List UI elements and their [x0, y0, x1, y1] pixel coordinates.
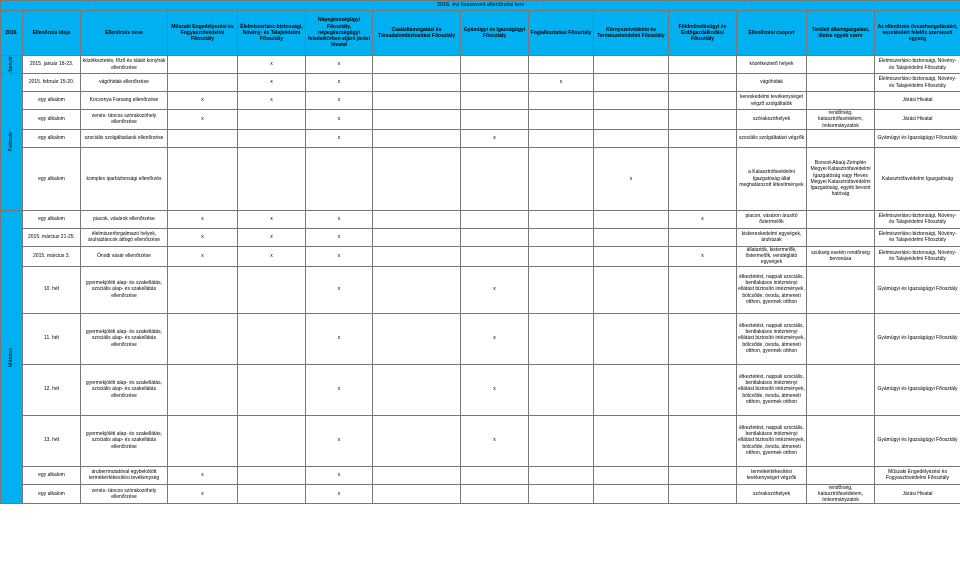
cell-mark	[529, 313, 594, 364]
cell-group: vágóhidak	[737, 74, 807, 92]
cell-mark	[461, 466, 529, 484]
cell-name: gyermekjóléti alap- és szakellátás, szociális alap- és szakellátás ellenőrzése	[81, 415, 168, 466]
cell-mark: x	[168, 484, 238, 504]
cell-mark: x	[306, 56, 373, 74]
cell-mark	[168, 129, 238, 147]
cell-mark	[669, 74, 737, 92]
cell-lead: Gyámügyi és Igazságügyi Főosztály	[875, 364, 960, 415]
header-h3: Népegészségügyi Főosztály, népegészségügyi feladatkörben eljáró járási hivatal	[306, 11, 373, 56]
cell-mark	[594, 246, 669, 266]
cell-mark	[669, 364, 737, 415]
cell-mark	[461, 484, 529, 504]
cell-mark	[594, 466, 669, 484]
cell-mark	[529, 228, 594, 246]
cell-name: piacok, vásárok ellenőrzése	[81, 210, 168, 228]
cell-lead: Élelmiszerlánc-biztonsági, Növény- és Talajvédelmi Főosztály	[875, 228, 960, 246]
cell-mark: x	[306, 364, 373, 415]
cell-mark	[669, 129, 737, 147]
cell-time: 10. hét	[23, 266, 81, 313]
cell-group: étkeztetést, nappali szociális, bentlakásos intézményi ellátást biztosító intézmények, bölcsőde, óvoda, átmeneti otthon, gyermek otthon	[737, 364, 807, 415]
cell-name: zenés- táncos szórakozóhely ellenőrzése	[81, 484, 168, 504]
cell-mark	[373, 266, 461, 313]
cell-mark	[529, 364, 594, 415]
cell-mark	[238, 415, 306, 466]
cell-time: 12. hét	[23, 364, 81, 415]
cell-mark	[168, 364, 238, 415]
header-h8: Földművelésügyi és Erdőgazdálkodási Főosztály	[669, 11, 737, 56]
cell-lead: Gyámügyi és Igazságügyi Főosztály	[875, 415, 960, 466]
cell-mark: x	[168, 466, 238, 484]
header-h1: Műszaki Engedélyezési és Fogyasztóvédelmi Főosztály	[168, 11, 238, 56]
cell-mark: x	[168, 110, 238, 130]
cell-mark	[373, 56, 461, 74]
plan-title: 2016. évi összevont ellenőrzési terv	[1, 1, 960, 11]
cell-mark: x	[461, 313, 529, 364]
table-row	[1, 364, 960, 415]
cell-mark	[373, 110, 461, 130]
cell-mark	[594, 129, 669, 147]
cell-mark	[373, 228, 461, 246]
cell-group: a Katasztrófavédelmi Igazgatóság által meghatározott létesítmények	[737, 147, 807, 210]
cell-area	[807, 364, 875, 415]
cell-mark	[373, 364, 461, 415]
cell-lead: Járási Hivatal	[875, 92, 960, 110]
header-time: Ellenőrzés ideje	[23, 11, 81, 56]
cell-mark	[238, 266, 306, 313]
table-row	[1, 92, 960, 110]
cell-time: egy alkalom	[23, 484, 81, 504]
header-name: Ellenőrzés neve	[81, 11, 168, 56]
cell-mark	[594, 110, 669, 130]
header-h10: Területi államigazgatási, illetve egyéb szerv	[807, 11, 875, 56]
cell-mark	[669, 92, 737, 110]
title-row	[1, 1, 960, 11]
cell-mark: x	[306, 246, 373, 266]
cell-group: étkeztetést, nappali szociális, bentlakásos intézményi ellátást biztosító intézmények, bölcsőde, óvoda, átmeneti otthon, gyermek otthon	[737, 415, 807, 466]
cell-mark	[529, 210, 594, 228]
cell-lead: Járási Hivatal	[875, 484, 960, 504]
cell-time: egy alkalom	[23, 110, 81, 130]
cell-name: Ónodi vásár ellenőrzése	[81, 246, 168, 266]
cell-mark	[461, 92, 529, 110]
cell-name: közétkeztetés, főző és tálaló konyhák ellenőrzése	[81, 56, 168, 74]
cell-mark	[238, 466, 306, 484]
cell-time: egy alkalom	[23, 92, 81, 110]
cell-mark	[373, 484, 461, 504]
cell-time: 11. hét	[23, 313, 81, 364]
cell-mark: x	[306, 110, 373, 130]
cell-name: zenés- táncos szórakozóhely ellenőrzése	[81, 110, 168, 130]
cell-name: áruberrmutatóval egybekötött termékértékesítési tevékenység	[81, 466, 168, 484]
cell-group: étkeztetést, nappali szociális, bentlakásos intézményi ellátást biztosító intézmények, bölcsőde, óvoda, átmeneti otthon, gyermek otthon	[737, 313, 807, 364]
cell-mark	[461, 56, 529, 74]
cell-mark	[238, 129, 306, 147]
cell-lead: Gyámügyi és Igazságügyi Főosztály	[875, 266, 960, 313]
cell-group: étkeztetést, nappali szociális, bentlakásos intézményi ellátást biztosító intézmények, bölcsőde, óvoda, átmeneti otthon, gyermek otthon	[737, 266, 807, 313]
cell-mark: x	[306, 484, 373, 504]
cell-mark: x	[306, 210, 373, 228]
cell-mark: x	[306, 466, 373, 484]
cell-lead: Élelmiszerlánc-biztonsági, Növény- és Talajvédelmi Főosztály	[875, 210, 960, 228]
cell-mark: x	[238, 92, 306, 110]
cell-mark	[594, 74, 669, 92]
cell-mark	[594, 484, 669, 504]
table-row	[1, 74, 960, 92]
cell-mark: x	[168, 210, 238, 228]
cell-mark	[461, 147, 529, 210]
cell-name: gyermekjóléti alap- és szakellátás, szociális alap- és szakellátás ellenőrzése	[81, 313, 168, 364]
cell-name: szociális szolgáltatások ellenőrzése	[81, 129, 168, 147]
cell-mark	[168, 266, 238, 313]
cell-group: szociális szolgáltatást végzők	[737, 129, 807, 147]
cell-area	[807, 466, 875, 484]
cell-mark: x	[461, 129, 529, 147]
cell-mark	[594, 266, 669, 313]
header-h5: Gyámügyi és Igazságügyi Főosztály	[461, 11, 529, 56]
cell-mark: x	[168, 246, 238, 266]
month-february: Február	[1, 74, 23, 211]
cell-mark	[529, 56, 594, 74]
cell-mark: x	[306, 266, 373, 313]
cell-mark	[168, 147, 238, 210]
cell-mark	[373, 92, 461, 110]
cell-area	[807, 92, 875, 110]
cell-mark	[461, 110, 529, 130]
cell-time: 2015. március 3.	[23, 246, 81, 266]
month-march: Március	[1, 210, 23, 504]
cell-mark: x	[306, 415, 373, 466]
cell-mark: x	[168, 92, 238, 110]
cell-mark	[669, 313, 737, 364]
cell-mark	[594, 228, 669, 246]
cell-group: szórakozóhelyek	[737, 110, 807, 130]
cell-mark: x	[238, 56, 306, 74]
cell-mark	[168, 56, 238, 74]
cell-time: egy alkalom	[23, 466, 81, 484]
table-row	[1, 484, 960, 504]
cell-mark: x	[461, 364, 529, 415]
cell-lead: Gyámügyi és Igazságügyi Főosztály	[875, 313, 960, 364]
cell-group: szórakozóhelyek	[737, 484, 807, 504]
table-row	[1, 313, 960, 364]
cell-mark	[594, 92, 669, 110]
cell-time: egy alkalom	[23, 129, 81, 147]
cell-mark	[238, 364, 306, 415]
cell-mark	[168, 313, 238, 364]
cell-mark: x	[594, 147, 669, 210]
cell-lead: Élelmiszerlánc-biztonsági, Növény- és Talajvédelmi Főosztály	[875, 56, 960, 74]
cell-time: 2015. február 15-20.	[23, 74, 81, 92]
cell-mark	[238, 313, 306, 364]
cell-mark	[373, 415, 461, 466]
cell-mark	[529, 110, 594, 130]
cell-lead: Élelmiszerlánc-biztonsági, Növény- és Talajvédelmi Főosztály	[875, 246, 960, 266]
cell-mark	[669, 110, 737, 130]
cell-mark: x	[461, 266, 529, 313]
cell-group: kereskedelmi tevékenységet végző szolgáltatók	[737, 92, 807, 110]
cell-group: kiskereskedelmi egységek, áruházak	[737, 228, 807, 246]
cell-area: rendőrség, katasztrófavédelem, önkormányzatok	[807, 484, 875, 504]
cell-group: közétkeztető helyek	[737, 56, 807, 74]
cell-area: szükség esetén rendőrség bevonása	[807, 246, 875, 266]
header-h6: Foglalkoztatási Főosztály	[529, 11, 594, 56]
cell-mark: x	[306, 74, 373, 92]
cell-mark	[461, 74, 529, 92]
header-h4: Családtámogatási és Társadalombiztosítási Főosztály	[373, 11, 461, 56]
cell-name: élelmiszerforgalmazó helyek, áruházláncok átfogó ellenőrzése	[81, 228, 168, 246]
cell-mark: x	[306, 313, 373, 364]
cell-area	[807, 56, 875, 74]
cell-time: 2015. január 18-23.	[23, 56, 81, 74]
cell-mark: x	[669, 210, 737, 228]
header-h11: Az ellenőrzés összehangolásáért, vezetéséért felelős szervezeti egység	[875, 11, 960, 56]
cell-lead: Gyámügyi és Igazságügyi Főosztály	[875, 129, 960, 147]
cell-mark: x	[238, 210, 306, 228]
cell-mark	[373, 147, 461, 210]
cell-mark	[168, 415, 238, 466]
cell-mark: x	[306, 129, 373, 147]
table-row	[1, 246, 960, 266]
cell-mark	[168, 74, 238, 92]
cell-mark	[373, 313, 461, 364]
cell-mark	[373, 129, 461, 147]
header-h7: Környezetvédelmi és Természetvédelmi Főosztály	[594, 11, 669, 56]
cell-group: termékértékesítési tevékenységet végzők	[737, 466, 807, 484]
cell-mark	[529, 484, 594, 504]
cell-mark	[594, 210, 669, 228]
table-row	[1, 210, 960, 228]
month-january: Január	[1, 56, 23, 74]
cell-group: piacon, vásáron árusító őstermelők	[737, 210, 807, 228]
table-row	[1, 147, 960, 210]
cell-time: 2015. március 21-25.	[23, 228, 81, 246]
cell-mark	[669, 147, 737, 210]
cell-area	[807, 415, 875, 466]
cell-mark	[373, 74, 461, 92]
cell-lead: Járási Hivatal	[875, 110, 960, 130]
header-year: 2016.	[1, 11, 23, 56]
cell-mark: x	[306, 92, 373, 110]
cell-area	[807, 210, 875, 228]
cell-mark	[461, 246, 529, 266]
cell-lead: Műszaki Engedélyezési és Fogyasztóvédelmi Főosztály	[875, 466, 960, 484]
cell-name: gyermekjóléti alap- és szakellátás, szociális alap- és szakellátás ellenőrzése	[81, 266, 168, 313]
cell-lead: Katasztrófavédelmi Igazgatóság	[875, 147, 960, 210]
cell-mark	[461, 210, 529, 228]
cell-mark	[669, 466, 737, 484]
cell-area	[807, 228, 875, 246]
cell-mark	[373, 210, 461, 228]
header-h2: Élelmiszerlánc-biztonsági, Növény- és Talajvédelmi Főosztály	[238, 11, 306, 56]
cell-mark	[529, 92, 594, 110]
cell-mark	[594, 56, 669, 74]
cell-mark	[373, 246, 461, 266]
table-row	[1, 56, 960, 74]
cell-mark	[594, 364, 669, 415]
header-h9: Ellenőrzési csoport	[737, 11, 807, 56]
cell-mark: x	[238, 74, 306, 92]
cell-mark	[238, 484, 306, 504]
cell-mark	[529, 129, 594, 147]
cell-mark	[669, 228, 737, 246]
cell-area	[807, 313, 875, 364]
cell-mark	[306, 147, 373, 210]
cell-group: állatartók, kistermelők, őstermelők, vendéglátó egységek	[737, 246, 807, 266]
table-row	[1, 129, 960, 147]
cell-mark	[669, 484, 737, 504]
cell-lead: Élelmiszerlánc-biztonsági, Növény- és Talajvédelmi Főosztály	[875, 74, 960, 92]
cell-name: komplex iparbiztonsági ellenőrzés	[81, 147, 168, 210]
cell-mark	[238, 110, 306, 130]
cell-mark	[669, 56, 737, 74]
table-row	[1, 228, 960, 246]
cell-mark	[238, 147, 306, 210]
cell-time: 13. hét	[23, 415, 81, 466]
cell-area: Borsod-Abaúj-Zemplén Megyei Katasztrófavédelmi Igazgatóság vagy Heves Megyei Katasztrófavédelmi Igazgatóság, egyéb bevont hatóság	[807, 147, 875, 210]
cell-mark	[669, 415, 737, 466]
table-row	[1, 466, 960, 484]
cell-area	[807, 129, 875, 147]
cell-time: egy alkalom	[23, 147, 81, 210]
cell-mark: x	[238, 228, 306, 246]
cell-mark	[594, 313, 669, 364]
cell-mark: x	[306, 228, 373, 246]
cell-mark	[529, 466, 594, 484]
table-row	[1, 110, 960, 130]
cell-mark	[461, 228, 529, 246]
cell-area: rendőrség, katasztrófavédelem, önkormányzatok	[807, 110, 875, 130]
table-row	[1, 415, 960, 466]
cell-mark	[529, 147, 594, 210]
cell-name: vágóhidak ellenőrzése	[81, 74, 168, 92]
cell-mark	[594, 415, 669, 466]
cell-mark	[669, 266, 737, 313]
cell-mark: x	[168, 228, 238, 246]
cell-area	[807, 74, 875, 92]
cell-mark: x	[529, 74, 594, 92]
table-row	[1, 266, 960, 313]
cell-time: egy alkalom	[23, 210, 81, 228]
cell-mark: x	[461, 415, 529, 466]
cell-mark	[373, 466, 461, 484]
cell-mark	[529, 246, 594, 266]
cell-mark: x	[238, 246, 306, 266]
cell-area	[807, 266, 875, 313]
cell-mark	[529, 266, 594, 313]
cell-name: gyermekjóléti alap- és szakellátás, szociális alap- és szakellátás ellenőrzése	[81, 364, 168, 415]
cell-name: Kocsonya Farsang ellenőrzése	[81, 92, 168, 110]
cell-mark: x	[669, 246, 737, 266]
header-row	[1, 11, 960, 56]
cell-mark	[529, 415, 594, 466]
